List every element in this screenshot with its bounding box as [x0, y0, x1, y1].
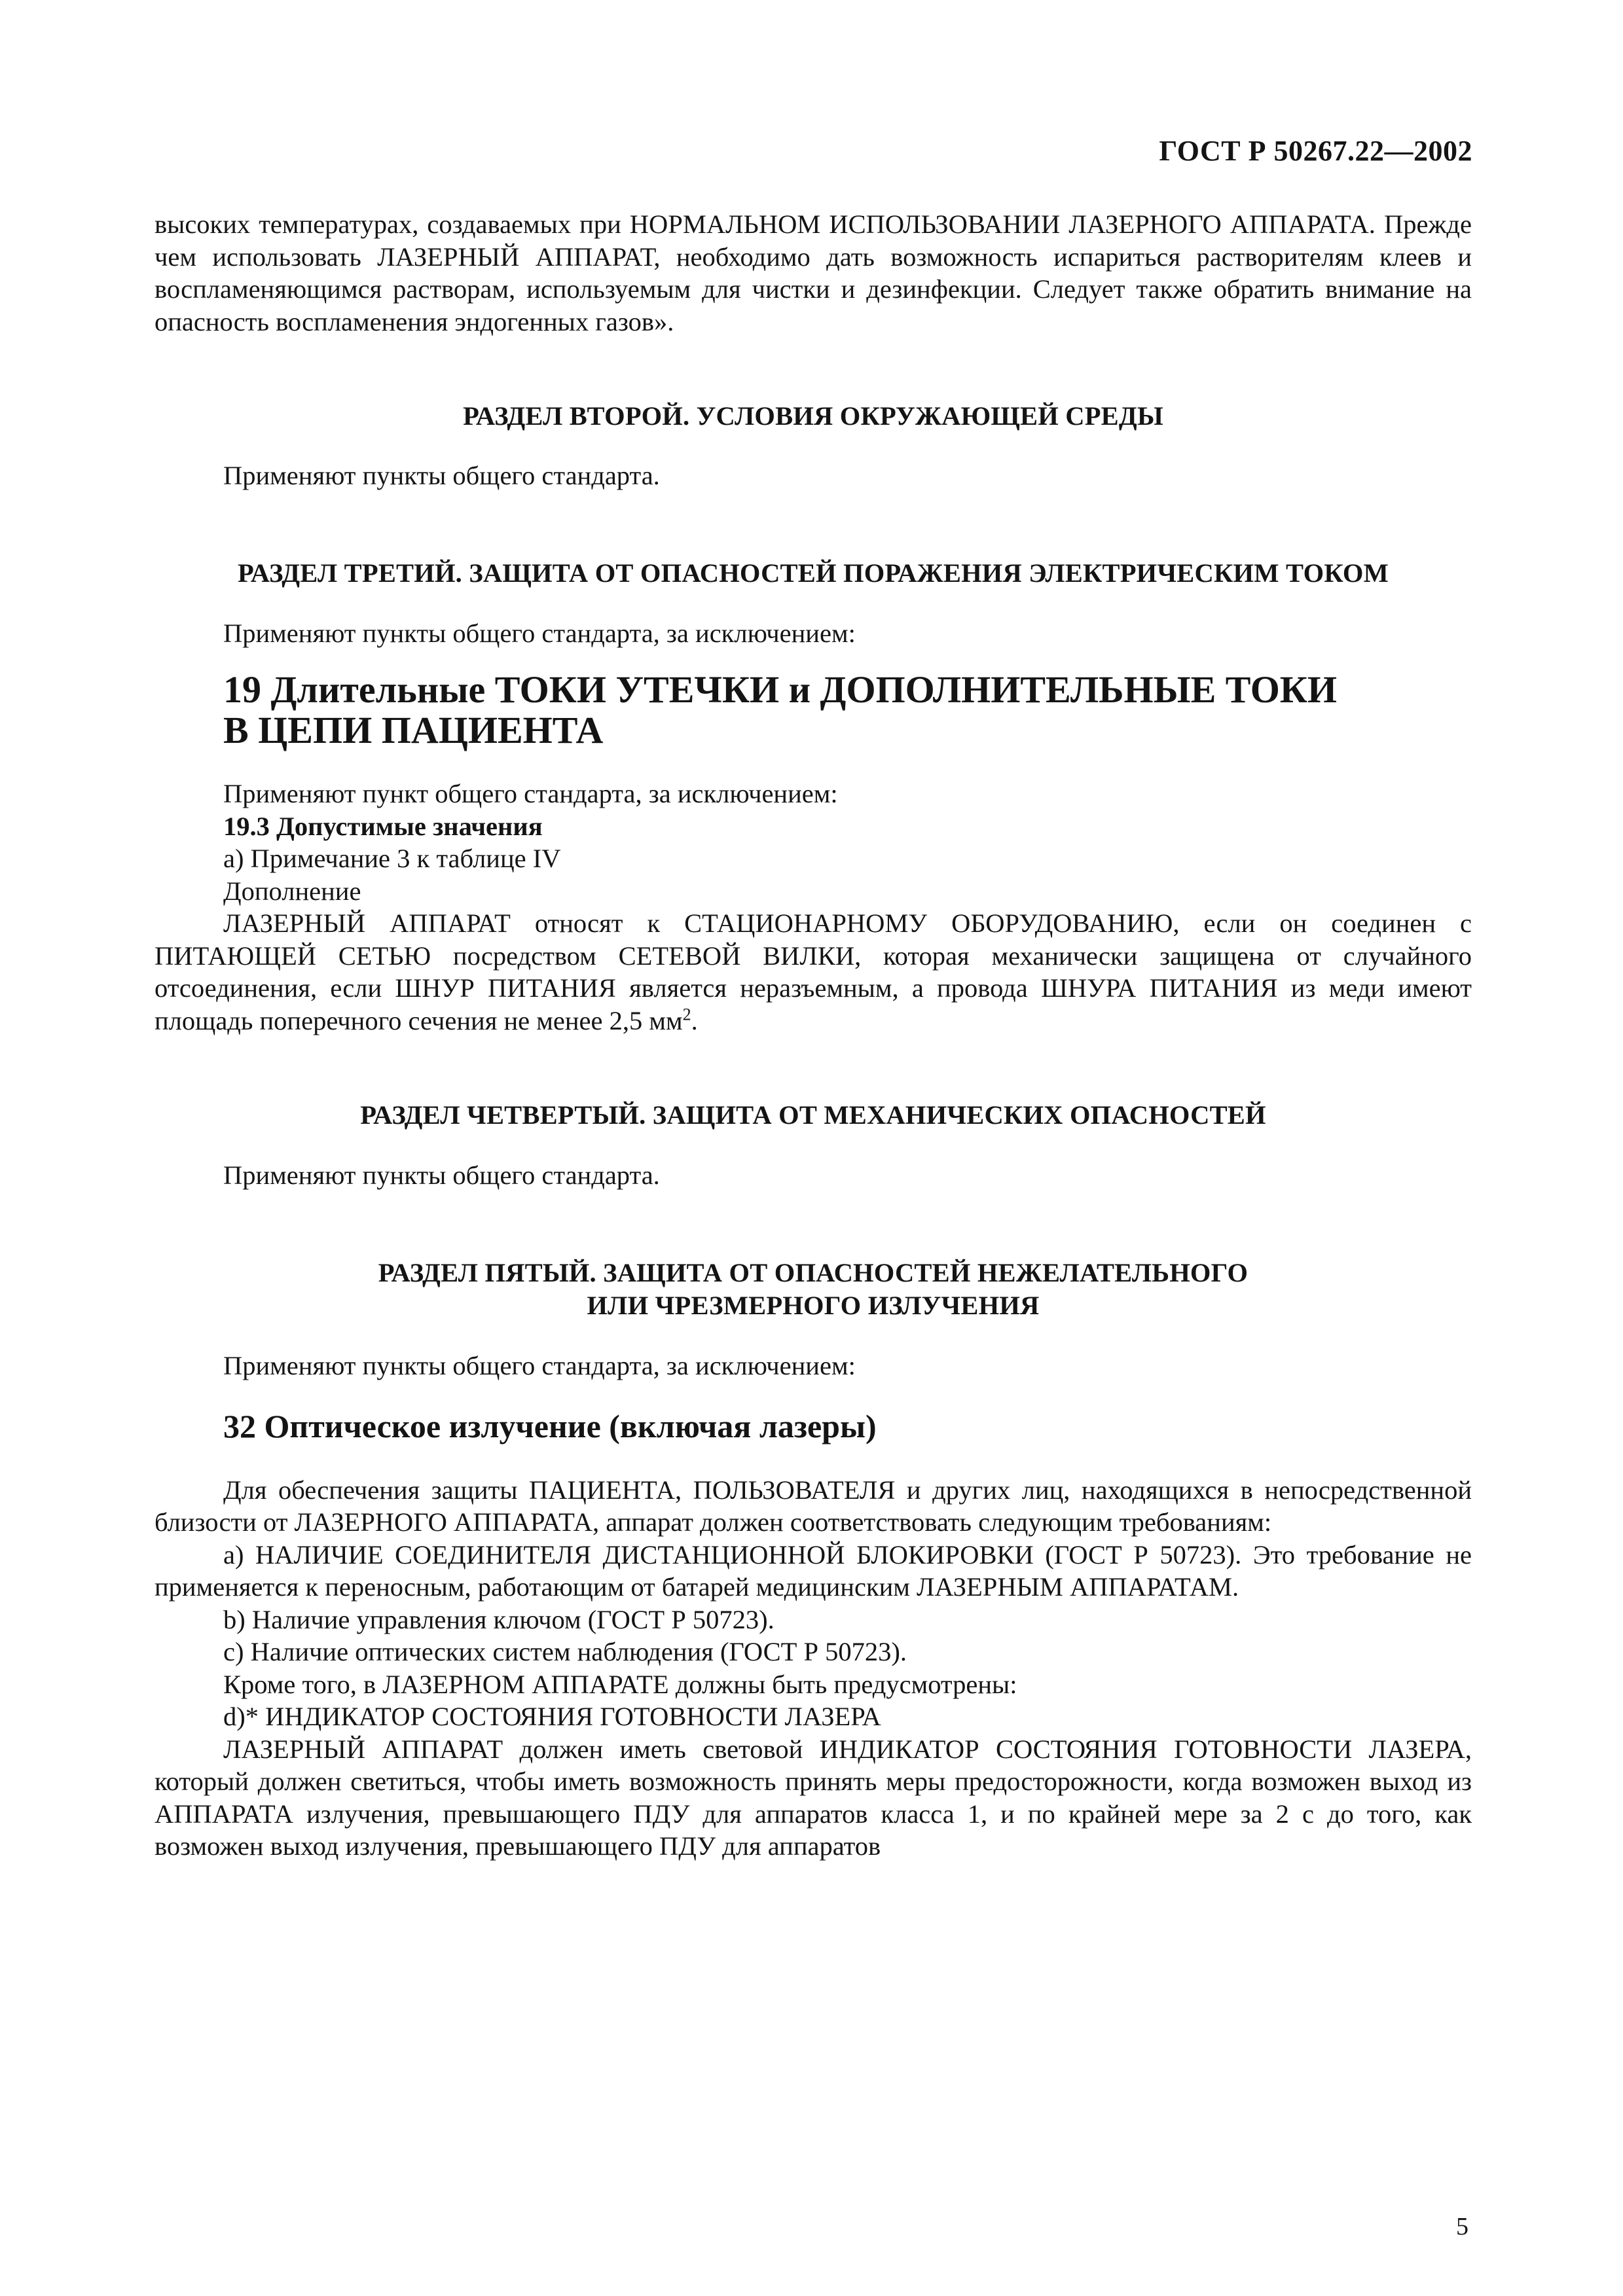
page-number: 5 [1456, 2213, 1468, 2240]
clause-19-title-line1: 19 Длительные ТОКИ УТЕЧКИ и ДОПОЛНИТЕЛЬНЫЕ ТОКИ [223, 668, 1337, 711]
clause-19-3-addition: Дополнение [223, 876, 361, 906]
section-5-text: Применяют пункты общего стандарта, за исключением: [223, 1351, 856, 1380]
clause-19-3-body [155, 907, 1472, 1037]
clause-32-intro: Для обеспечения защиты ПАЦИЕНТА, ПОЛЬЗОВАТЕЛЯ и других лиц, находящихся в непосредственной близости от ЛАЗЕРНОГО АППАРАТА, аппарат должен соответствовать следующим требованиям: [155, 1475, 1472, 1537]
section-3-title: РАЗДЕЛ ТРЕТИЙ. ЗАЩИТА ОТ ОПАСНОСТЕЙ ПОРАЖЕНИЯ ЭЛЕКТРИЧЕСКИМ ТОКОМ [237, 558, 1389, 588]
section-5-title-line1: РАЗДЕЛ ПЯТЫЙ. ЗАЩИТА ОТ ОПАСНОСТЕЙ НЕЖЕЛАТЕЛЬНОГО [378, 1258, 1249, 1287]
paragraph-continuation: высоких температурах, создаваемых при НОРМАЛЬНОМ ИСПОЛЬЗОВАНИИ ЛАЗЕРНОГО АППАРАТА. Прежде чем использовать ЛАЗЕРНЫЙ АППАРАТ, необходимо дать возможность испариться растворителям клеев и воспламеняющимся растворам, используемым для чистки и дезинфекции. Следует также обратить внимание на опасность воспламенения эндогенных газов». [155, 209, 1472, 336]
clause-19-text: Применяют пункт общего стандарта, за исключением: [223, 779, 838, 808]
clause-19-heading [155, 670, 1472, 751]
clause-19-3-item-a: а) Примечание 3 к таблице IV [223, 844, 561, 873]
section-4-title: РАЗДЕЛ ЧЕТВЕРТЫЙ. ЗАЩИТА ОТ МЕХАНИЧЕСКИХ ОПАСНОСТЕЙ [360, 1100, 1266, 1130]
document-header: ГОСТ Р 50267.22—2002 [1159, 135, 1472, 167]
clause-32-item-b: b) Наличие управления ключом (ГОСТ Р 50723). [223, 1604, 775, 1634]
clause-32-item-a: а) НАЛИЧИЕ СОЕДИНИТЕЛЯ ДИСТАНЦИОННОЙ БЛОКИРОВКИ (ГОСТ Р 50723). Это требование не применяется к переносным, работающим от батарей медицинским ЛАЗЕРНЫМ АППАРАТАМ. [155, 1539, 1472, 1602]
clause-19-3-title: 19.3 Допустимые значения [223, 811, 543, 841]
page-content [155, 208, 1472, 1863]
section-2-text: Применяют пункты общего стандарта. [223, 460, 660, 490]
section-4-text: Применяют пункты общего стандарта. [223, 1160, 660, 1190]
superscript: 2 [682, 1005, 691, 1024]
clause-19-3-body-text: ЛАЗЕРНЫЙ АППАРАТ относят к СТАЦИОНАРНОМУ ОБОРУДОВАНИЮ, если он соединен с ПИТАЮЩЕЙ СЕТЬЮ посредством СЕТЕВОЙ ВИЛКИ, которая механически защищена от случайного отсоединения, если ШНУР ПИТАНИЯ является неразъемным, а провода ШНУРА ПИТАНИЯ из меди имеют площадь поперечного сечения не менее 2,5 мм [155, 908, 1472, 1035]
clause-32-item-c: c) Наличие оптических систем наблюдения (ГОСТ Р 50723). [223, 1637, 907, 1666]
clause-32-item-d: d)* ИНДИКАТОР СОСТОЯНИЯ ГОТОВНОСТИ ЛАЗЕРА [223, 1702, 881, 1731]
clause-19-title-line2: В ЦЕПИ ПАЦИЕНТА [223, 709, 604, 751]
clause-19-3-body-end: . [691, 1005, 698, 1035]
clause-32-also: Кроме того, в ЛАЗЕРНОМ АППАРАТЕ должны быть предусмотрены: [223, 1669, 1017, 1699]
section-5-heading [155, 1257, 1472, 1321]
clause-32-item-d-body: ЛАЗЕРНЫЙ АППАРАТ должен иметь световой ИНДИКАТОР СОСТОЯНИЯ ГОТОВНОСТИ ЛАЗЕРА, который должен светиться, чтобы иметь возможность принять меры предосторожности, когда возможен выход из АППАРАТА излучения, превышающего ПДУ для аппаратов класса 1, и по крайней мере за 2 с до того, как возможен выход излучения, превышающего ПДУ для аппаратов [155, 1734, 1472, 1861]
clause-32-title: 32 Оптическое излучение (включая лазеры) [223, 1407, 877, 1444]
section-5-title-line2: ИЛИ ЧРЕЗМЕРНОГО ИЗЛУЧЕНИЯ [587, 1290, 1040, 1320]
section-3-text: Применяют пункты общего стандарта, за исключением: [223, 618, 856, 648]
section-2-title: РАЗДЕЛ ВТОРОЙ. УСЛОВИЯ ОКРУЖАЮЩЕЙ СРЕДЫ [463, 401, 1163, 431]
